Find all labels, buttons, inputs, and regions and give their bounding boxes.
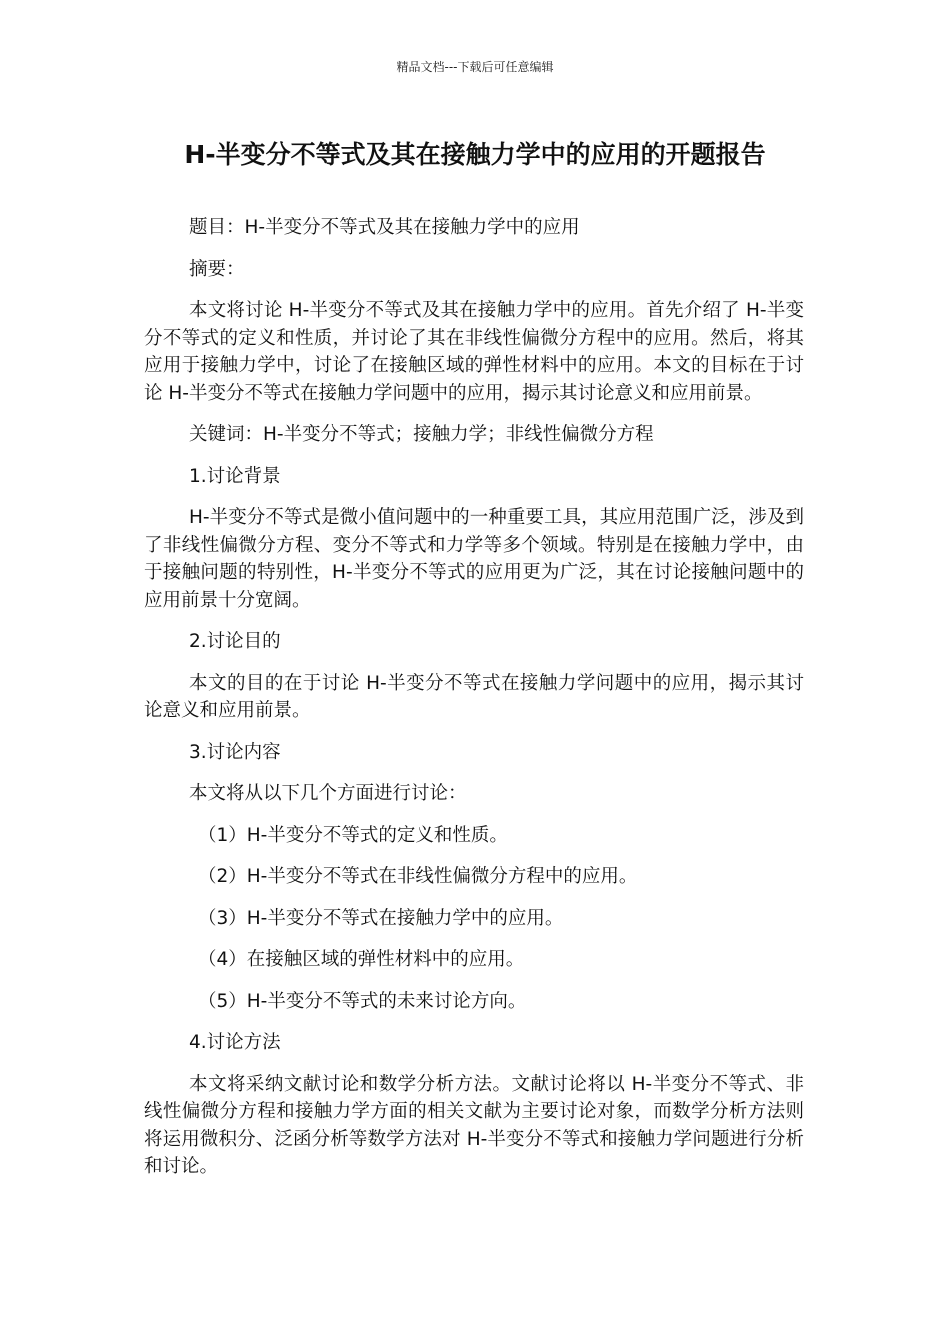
page-header-note: 精品文档---下载后可任意编辑	[396, 60, 554, 74]
section-heading-background: 1.讨论背景	[189, 465, 281, 487]
list-item: （3）H-半变分不等式在接触力学中的应用。	[198, 907, 564, 929]
section-intro-content: 本文将从以下几个方面进行讨论：	[189, 783, 467, 804]
abstract-label: 摘要：	[189, 258, 245, 280]
section-heading-method: 4.讨论方法	[189, 1032, 281, 1053]
list-item: （1）H-半变分不等式的定义和性质。	[198, 824, 508, 846]
section-heading-purpose: 2.讨论目的	[189, 631, 281, 652]
section-text-background: H-半变分不等式是微小值问题中的一种重要工具，其应用范围广泛，涉及到了非线性偏微分方程、变分不等式和力学等多个领域。特别是在接触力学中，由于接触问题的特别性，H-半变分不等式的应用更为广泛，其在讨论接触问题中的应用前景十分宽阔。	[144, 507, 804, 611]
topic-line: 题目：H-半变分不等式及其在接触力学中的应用	[189, 217, 580, 238]
document-body	[144, 214, 804, 1195]
section-heading-content: 3.讨论内容	[189, 741, 281, 763]
keywords-line: 关键词：H-半变分不等式；接触力学；非线性偏微分方程	[189, 424, 654, 445]
list-item: （5）H-半变分不等式的未来讨论方向。	[198, 990, 527, 1012]
abstract-text: 本文将讨论 H-半变分不等式及其在接触力学中的应用。首先介绍了 H-半变分不等式的定义和性质，并讨论了其在非线性偏微分方程中的应用。然后，将其应用于接触力学中，讨论了在接触区域的弹性材料中的应用。本文的目标在于讨论 H-半变分不等式在接触力学问题中的应用，揭示其讨论意义和应用前景。	[144, 300, 804, 404]
list-item: （4）在接触区域的弹性材料中的应用。	[198, 949, 525, 970]
document-title: H-半变分不等式及其在接触力学中的应用的开题报告	[184, 140, 766, 169]
list-item: （2）H-半变分不等式在非线性偏微分方程中的应用。	[198, 866, 638, 887]
section-text-purpose: 本文的目的在于讨论 H-半变分不等式在接触力学问题中的应用，揭示其讨论意义和应用前景。	[144, 672, 804, 721]
section-text-method: 本文将采纳文献讨论和数学分析方法。文献讨论将以 H-半变分不等式、非线性偏微分方程和接触力学方面的相关文献为主要讨论对象，而数学分析方法则将运用微积分、泛函分析等数学方法对 H-半变分不等式和接触力学问题进行分析和讨论。	[144, 1073, 804, 1177]
